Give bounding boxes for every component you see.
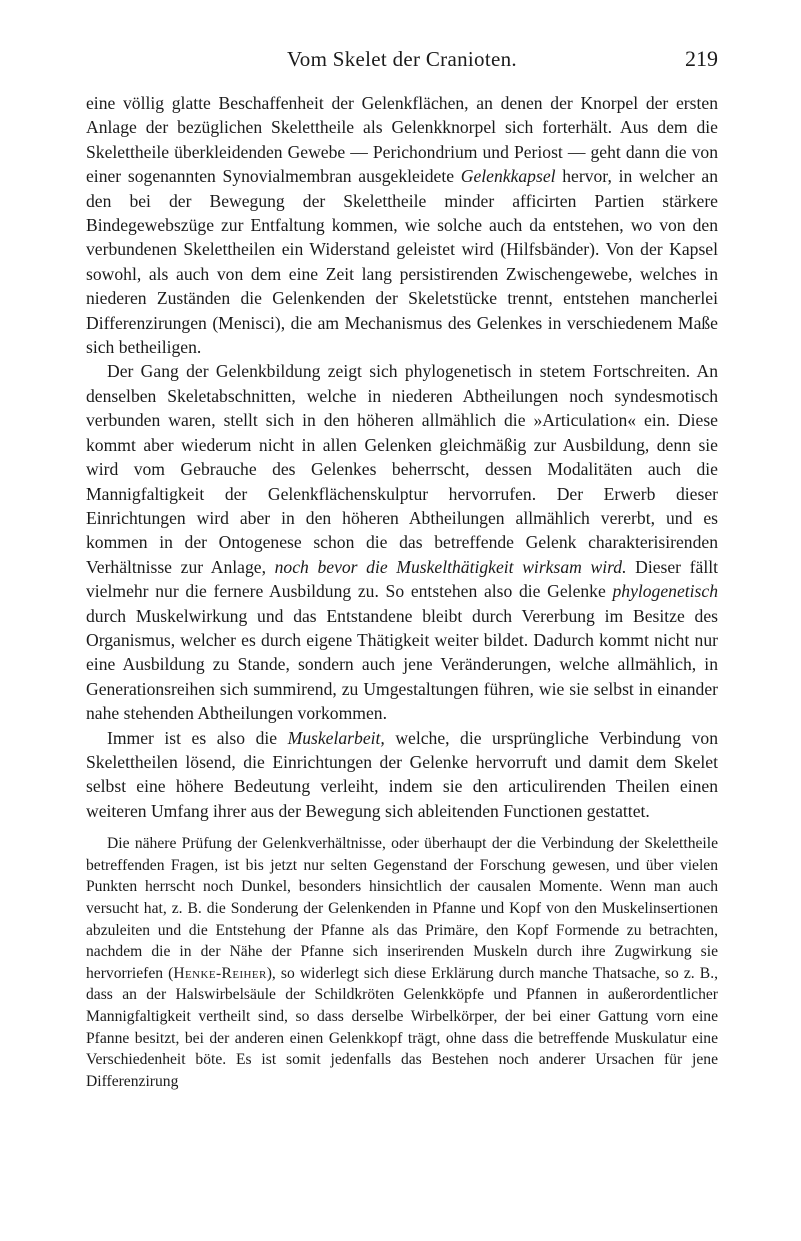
paragraph-gelenkbildung: Der Gang der Gelenkbildung zeigt sich phylogenetisch in stetem Fortschreiten. An denselben Skeletabschnitten, welche in niederen Abtheilungen noch syndesmotisch verbunden waren, stellt sich in den höheren allmählich die »Articulation« ein. Diese kommt aber wiederum nicht in allen Gelenken gleichmäßig zur Ausbildung, denn sie wird vom Gebrauche des Gelenkes beherrscht, dessen Modalitäten auch die Mannigfaltigkeit der Gelenkflächenskulptur hervorrufen. Der Erwerb dieser Einrichtungen wird aber in den höheren Abtheilungen allmählich vererbt, und es kommen in der Ontogenese schon die das betreffende Gelenk charakterisirenden Verhältnisse zur Anlage, noch bevor die Muskelthätigkeit wirksam wird. Dieser fällt vielmehr nur die fernere Ausbildung zu. So entstehen also die Gelenke phylogenetisch durch Muskelwirkung und das Entstandene bleibt durch Vererbung im Besitze des Organismus, welcher es durch eigene Thätigkeit weiter bildet. Dadurch kommt nicht nur eine Ausbildung zu Stande, sondern auch jene Veränderungen, welche allmählich, in Generationsreihen sich summirend, zu Umgestaltungen führen, wie sie selbst in einander nahe stehenden Abtheilungen vorkommen. <box>86 361 719 724</box>
small-print-note <box>86 833 718 1092</box>
emphasis-gelenkkapsel: Gelenkkapsel <box>460 166 556 187</box>
author-citation: Henke-Reiher <box>173 964 267 982</box>
emphasis-phylogenetisch: phylogenetisch <box>612 581 718 602</box>
emphasis-muskelarbeit: Muskelarbeit, <box>287 727 385 748</box>
note-paragraph: Die nähere Prüfung der Gelenkverhältnisse, oder überhaupt der die Verbindung der Skelettheile betreffenden Fragen, ist bis jetzt nur selten Gegenstand der Forschung gewesen, und über vielen Punkten herrscht noch Dunkel, besonders hinsichtlich der causalen Momente. Wenn man auch versucht hat, z. B. die Sonderung der Gelenkenden in Pfanne und Kopf von den Muskelinsertionen abzuleiten und die Entstehung der Pfanne als das Primäre, den Kopf Formende zu betrachten, nachdem die in der Nähe der Pfanne sich inserirenden Muskeln durch ihre Zugwirkung sie hervorriefen (Henke-Reiher), so widerlegt sich diese Erklärung durch manche Thatsache, so z. B., dass an der Halswirbelsäule der Schildkröten Gelenkköpfe und Pfannen in außerordentlicher Mannigfaltigkeit vertheilt sind, so dass derselbe Wirbelkörper, der bei einer Gattung vorn eine Pfanne besitzt, bei der anderen einen Gelenkkopf trägt, ohne dass die betreffende Muskulatur eine Verschiedenheit böte. Es ist somit jedenfalls das Bestehen noch anderer Ursachen für jene Differenzirung <box>86 835 718 1090</box>
main-text <box>86 91 718 823</box>
page-number: 219 <box>685 46 718 71</box>
emphasis-muskelthaetigkeit: noch bevor die Muskelthätigkeit wirksam wird. <box>274 556 627 577</box>
paragraph-gelenkkapsel: eine völlig glatte Beschaffenheit der Gelenkflächen, an denen der Knorpel der ersten Anlage der bezüglichen Skelettheile als Gelenkknorpel sich forterhält. Aus dem die Skelettheile überkleidenden Gewebe — Perichondrium und Periost — geht dann die von einer sogenannten Synovialmembran ausgekleidete Gelenkkapsel hervor, in welcher an den bei der Bewegung der Skelettheile minder afficirten Partien stärkere Bindegewebszüge zur Entfaltung kommen, wie solche auch da entstehen, wo von den verbundenen Skelettheilen ein Widerstand geleistet wird (Hilfsbänder). Von der Kapsel sowohl, als auch von dem eine Zeit lang persistirenden Zwischengewebe, welches in niederen Zuständen die Gelenkenden der Skeletstücke trennt, entstehen mancherlei Differenzirungen (Menisci), die am Mechanismus des Gelenkes in verschiedenem Maße sich betheiligen. <box>86 93 718 358</box>
book-page <box>86 44 718 1092</box>
paragraph-muskelarbeit: Immer ist es also die Muskelarbeit, welche, die ursprüngliche Verbindung von Skelettheilen lösend, die Einrichtungen der Gelenke hervorruft und damit dem Skelet selbst eine höhere Bedeutung verleiht, indem sie den articulirenden Theilen einen weiteren Umfang ihrer aus der Bewegung sich ableitenden Functionen gestattet. <box>86 727 718 821</box>
running-head <box>86 44 718 74</box>
running-title: Vom Skelet der Cranioten. <box>287 47 517 71</box>
